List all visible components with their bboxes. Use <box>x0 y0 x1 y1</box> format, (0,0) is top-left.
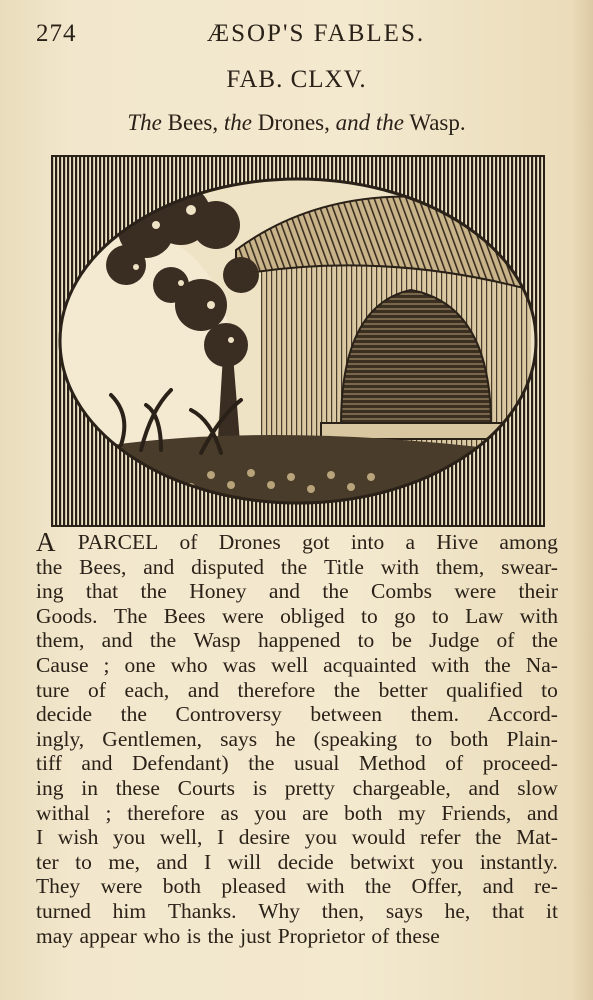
fable-title-part: Drones, <box>251 110 336 135</box>
fable-title-part: and the <box>335 110 404 135</box>
text-line: I wish you well, I desire you would refer the Mat- <box>36 825 558 850</box>
text-line: ing in these Courts is pretty chargeable, and slow <box>36 775 558 800</box>
page-edge-shadow <box>571 0 593 1000</box>
woodcut-svg <box>51 155 545 527</box>
text-line: decide the Controversy between them. Accord- <box>36 702 558 727</box>
fable-title-part: Bees, <box>161 110 224 135</box>
fable-number: FAB. CLXV. <box>226 66 367 93</box>
fable-title-part: Wasp. <box>404 110 466 135</box>
text-line: ing that the Honey and the Combs were their <box>36 579 558 604</box>
text-line: They were both pleased with the Offer, and re- <box>36 874 558 899</box>
running-title: ÆSOP'S FABLES. <box>206 20 426 47</box>
text-line: Cause ; one who was well acquainted with the Na- <box>36 652 558 677</box>
page-header <box>36 20 556 54</box>
text-line: turned him Thanks. Why then, says he, that it <box>36 898 558 923</box>
fable-title-part: The <box>127 110 162 135</box>
text-line: Goods. The Bees were obliged to go to Law with <box>36 603 558 628</box>
text-line: ter to me, and I will decide betwixt you instantly. <box>36 849 558 874</box>
text-line: the Bees, and disputed the Title with them, swear- <box>36 554 558 579</box>
text-line: ingly, Gentlemen, says he (speaking to both Plain- <box>36 726 558 751</box>
text-line: may appear who is the just Proprietor of these <box>36 923 440 948</box>
text-line: ture of each, and therefore the better qualified to <box>36 677 558 702</box>
fable-body-text <box>36 530 558 948</box>
page-number: 274 <box>36 20 77 47</box>
woodcut-illustration <box>51 155 545 527</box>
fable-title <box>0 110 593 136</box>
text-line: them, and the Wasp happened to be Judge of the <box>36 628 558 653</box>
text-line: tiff and Defendant) the usual Method of proceed- <box>36 751 558 776</box>
fable-title-part: the <box>223 110 252 135</box>
text-line: withal ; therefore as you are both my Friends, and <box>36 800 558 825</box>
text-line: A PARCEL of Drones got into a Hive among <box>36 530 558 555</box>
